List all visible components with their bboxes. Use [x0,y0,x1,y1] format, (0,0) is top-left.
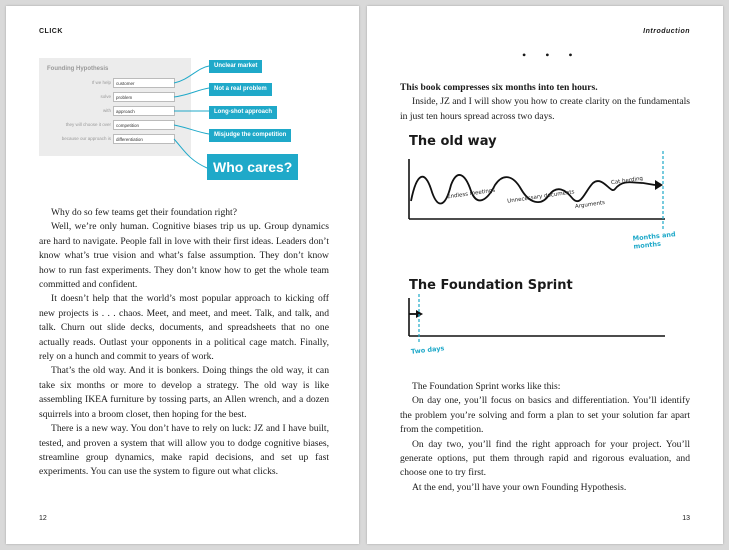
paragraph: Inside, JZ and I will show you how to create clarity on the fundamentals in just ten hours spread across two days. [400,96,690,122]
row-label: solve [100,94,111,99]
callout-misjudge-competition: Misjudge the competition [209,129,291,142]
right-body-text [400,380,690,495]
note-cat-herding: Cat herding [610,175,644,187]
callout-long-shot-approach: Long-shot approach [209,106,277,119]
note-endless-meetings: Endless meetings [446,187,496,201]
page-number-right: 13 [682,515,690,522]
foundation-sprint-title: The Foundation Sprint [409,278,573,293]
section-dots: • • • [522,48,581,62]
row-label: because our approach is [61,136,111,141]
running-header-right: Introduction [643,28,690,35]
note-two-days: Two days [410,344,445,356]
paragraph: On day two, you’ll find the right approach for your project. You’ll generate options, put them through rapid and rigorous evaluation, and choose one to try first. [400,438,690,479]
lead-sentence: This book compresses six months into ten hours. [400,82,598,93]
paragraph: Why do so few teams get their foundation right? [51,207,237,218]
right-page [367,6,723,544]
paragraph: It doesn’t help that the world’s most popular approach to kicking off new projects is . . . chaos. Meet, and meet, and meet. Talk, and talk, and talk. Churn out slide decks, documents, and spreadsheets that no one actually reads. Outlast your opponents in a political cage match. Finally, rely on a hunch and commit to years of work. [39,293,329,363]
running-header-left: CLICK [39,28,63,35]
left-body-text [39,206,329,480]
paragraph: The Foundation Sprint works like this: [412,381,561,392]
callout-who-cares: Who cares? [207,154,298,180]
row-value: problem [116,94,133,100]
row-value: approach [116,108,135,114]
note-months-and-months: Months and months [632,230,677,251]
card-title: Founding Hypothesis [47,66,109,72]
row-label: with [102,108,111,113]
right-intro-text [400,81,690,124]
row-label: they will choose it over [65,122,111,127]
row-value: differentiation [116,136,143,142]
paragraph: At the end, you’ll have your own Founding Hypothesis. [412,481,627,493]
paragraph: Well, we’re only human. Cognitive biases trip us up. Group dynamics are hard to navigate. People fall in love with their first ideas. Leaders don’t know what’s true vision and what’s false assumption. They don’t know how to run fast experiments. They don’t know how to get the whole team committed and confident. [39,221,329,291]
paragraph: There is a new way. You don’t have to rely on luck: JZ and I have built, tested, and proven a system that will allow you to dodge cognitive biases, streamline group dynamics, make rapid decisions, and set up fast experiments. You can use the system to figure out what clicks. [39,423,329,478]
paragraph: On day one, you’ll focus on basics and differentiation. You’ll identify the problem you’re solving and form a plan to set your solution far apart from the competition. [400,395,690,436]
note-unnecessary-documents: Unnecessary documents [506,189,575,205]
note-arguments: Arguments [574,199,606,211]
row-value: customer [116,80,135,86]
left-page [6,6,359,544]
callout-not-real-problem: Not a real problem [209,83,272,96]
row-value: competition [116,122,140,128]
founding-hypothesis-figure [39,50,329,190]
old-way-title: The old way [409,134,497,149]
page-number-left: 12 [39,515,47,522]
paragraph: That’s the old way. And it is bonkers. Doing things the old way, it can take six months or more to develop a strategy. The old way is like assembling IKEA furniture by tossing parts, an Allen wrench, and a dozen squirrels into a broom closet, then hoping for the best. [39,365,329,420]
row-label: If we help [91,80,111,85]
callout-unclear-market: Unclear market [209,60,262,73]
